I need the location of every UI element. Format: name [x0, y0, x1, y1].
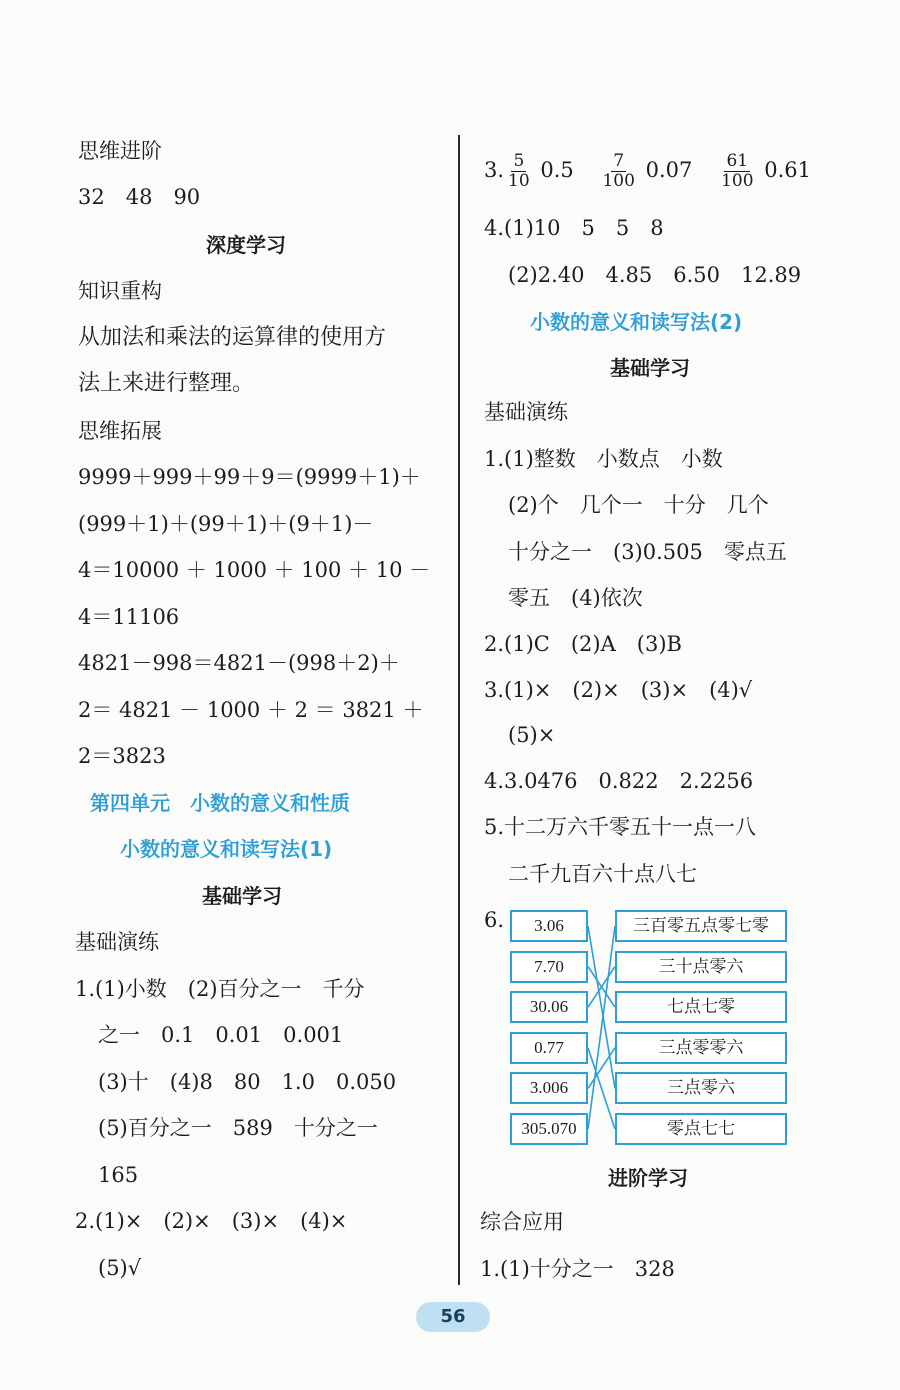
- answer-line: (2)2.40 4.85 6.50 12.89: [508, 263, 802, 287]
- match-left-box: 305.070: [510, 1113, 588, 1145]
- lesson-title: 小数的意义和读写法(2): [530, 310, 743, 334]
- section-heading-basic-learning: 基础学习: [202, 884, 282, 908]
- match-left-box: 7.70: [510, 951, 588, 983]
- answer-line: (5)√: [98, 1256, 142, 1280]
- answer-line: 1.(1)整数 小数点 小数: [484, 447, 723, 471]
- answer-line: 165: [98, 1163, 139, 1187]
- match-line: [588, 926, 615, 1088]
- section-heading-deep-learning: 深度学习: [206, 233, 286, 257]
- match-left-box: 0.77: [510, 1032, 588, 1064]
- item-number: 3.: [484, 158, 505, 182]
- heading-thinking-expand: 思维拓展: [78, 419, 162, 443]
- answer-line: 从加法和乘法的运算律的使用方: [78, 325, 387, 350]
- answer-line: 4.3.0476 0.822 2.2256: [484, 769, 754, 793]
- page-number: 56: [416, 1302, 490, 1332]
- answer-line: 法上来进行整理。: [78, 371, 255, 396]
- answer-line: 3.(1)× (2)× (3)× (4)√: [484, 678, 753, 702]
- heading-comprehensive-application: 综合应用: [480, 1210, 564, 1234]
- answer-line: 1.(1)小数 (2)百分之一 千分: [75, 977, 365, 1001]
- fraction-denominator: 100: [721, 171, 754, 191]
- answer-line: (3)十 (4)8 80 1.0 0.050: [98, 1070, 397, 1094]
- answer-line: (999＋1)＋(99＋1)＋(9＋1)－: [78, 512, 374, 536]
- match-right-box: 三十点零六: [615, 951, 787, 983]
- heading-thinking-advance: 思维进阶: [78, 139, 162, 163]
- answer-line: 之一 0.1 0.01 0.001: [98, 1023, 344, 1047]
- answer-line: 2＝3823: [78, 744, 166, 768]
- answer-line: 十分之一 (3)0.505 零点五: [508, 540, 787, 564]
- fraction-denominator: 10: [508, 171, 530, 191]
- section-heading-advanced-learning: 进阶学习: [608, 1166, 688, 1190]
- answer-line: 2＝ 4821 － 1000 ＋ 2 ＝ 3821 ＋: [78, 698, 424, 722]
- answer-line: 2.(1)C (2)A (3)B: [484, 632, 682, 656]
- match-right-box: 三百零五点零七零: [615, 910, 787, 942]
- match-right-box: 七点七零: [615, 991, 787, 1023]
- answer-line: 二千九百六十点八七: [508, 862, 697, 886]
- answer-line: 4＝11106: [78, 605, 180, 629]
- answer-line: 4.(1)10 5 5 8: [484, 216, 664, 240]
- match-line: [588, 926, 615, 1129]
- answer-line: 4821－998＝4821－(998＋2)＋: [78, 651, 400, 675]
- answer-line: 9999＋999＋99＋9＝(9999＋1)＋: [78, 465, 421, 489]
- answer-line: 2.(1)× (2)× (3)× (4)×: [75, 1209, 348, 1233]
- answer-line: (5)百分之一 589 十分之一: [98, 1116, 378, 1140]
- answer-line: 4＝10000 ＋ 1000 ＋ 100 ＋ 10 －: [78, 558, 431, 582]
- section-heading-basic-learning: 基础学习: [610, 356, 690, 380]
- lesson-title: 小数的意义和读写法(1): [120, 837, 333, 861]
- heading-basic-practice: 基础演练: [75, 930, 159, 954]
- item-number: 6.: [484, 908, 505, 932]
- decimal-value: 0.61: [764, 158, 811, 182]
- answer-line: 1.(1)十分之一 328: [480, 1257, 675, 1281]
- answer-line: 5.十二万六千零五十一点一八: [484, 815, 757, 839]
- heading-basic-practice: 基础演练: [484, 400, 568, 424]
- match-left-box: 3.06: [510, 910, 588, 942]
- match-right-box: 三点零零六: [615, 1032, 787, 1064]
- match-right-box: 零点七七: [615, 1113, 787, 1145]
- fraction-numerator: 7: [613, 151, 625, 171]
- answer-line: 32 48 90: [78, 185, 201, 209]
- fraction-numerator: 5: [513, 151, 525, 171]
- match-left-box: 30.06: [510, 991, 588, 1023]
- match-right-box: 三点零六: [615, 1072, 787, 1104]
- decimal-value: 0.07: [645, 158, 693, 182]
- unit-title: 第四单元 小数的意义和性质: [90, 791, 350, 815]
- answer-line: (5)×: [508, 723, 556, 747]
- decimal-value: 0.5: [540, 158, 574, 182]
- match-left-box: 3.006: [510, 1072, 588, 1104]
- heading-knowledge-rebuild: 知识重构: [78, 279, 162, 303]
- answer-line: (2)个 几个一 十分 几个: [508, 493, 769, 517]
- fraction-denominator: 100: [602, 171, 635, 191]
- answer-line: 零五 (4)依次: [508, 586, 643, 610]
- fraction-numerator: 61: [726, 151, 749, 171]
